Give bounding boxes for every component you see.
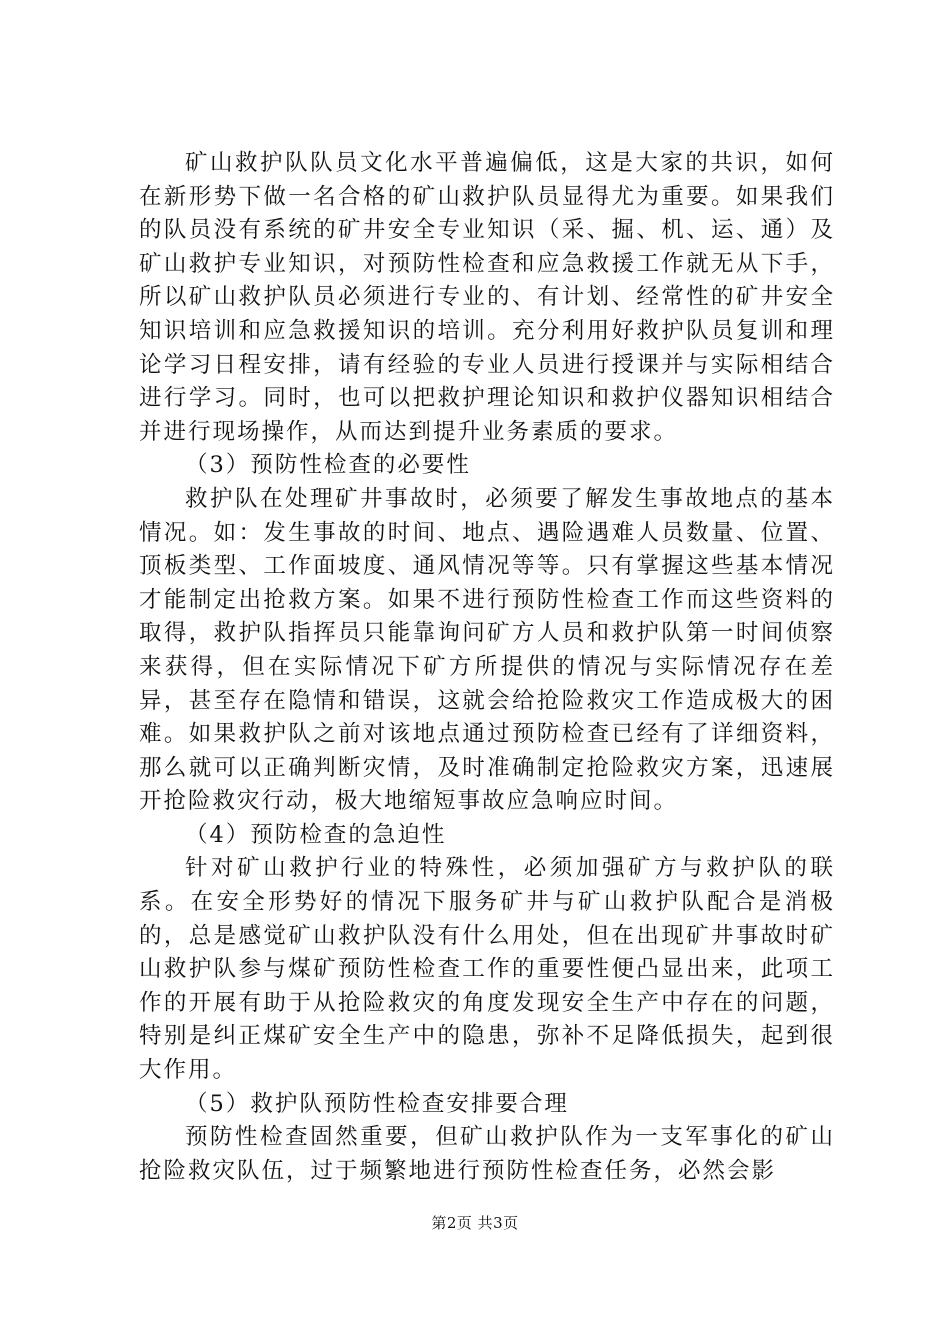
document-body	[139, 147, 835, 1188]
section-heading-necessity: （3）预防性检查的必要性	[185, 452, 471, 479]
paragraph-team-education: 矿山救护队队员文化水平普遍偏低，这是大家的共识，如何在新形势下做一名合格的矿山救护队员显得尤为重要。如果我们的队员没有系统的矿井安全专业知识（采、掘、机、运、通）及矿山救护专业知识，对预防性检查和应急救援工作就无从下手，所以矿山救护队员必须进行专业的、有计划、经常性的矿井安全知识培训和应急救援知识的培训。充分利用好救护队员复训和理论学习日程安排，请有经验的专业人员进行授课并与实际相结合进行学习。同时，也可以把救护理论知识和救护仪器知识相结合并进行现场操作，从而达到提升业务素质的要求。	[139, 150, 835, 445]
section-heading-urgency: （4）预防检查的急迫性	[185, 821, 447, 848]
section-heading-arrangement: （5）救护队预防性检查安排要合理	[185, 1090, 569, 1117]
paragraph-urgency: 针对矿山救护行业的特殊性，必须加强矿方与救护队的联系。在安全形势好的情况下服务矿井与矿山救护队配合是消极的，总是感觉矿山救护队没有什么用处，但在出现矿井事故时矿山救护队参与煤矿预防性检查工作的重要性便凸显出来，此项工作的开展有助于从抢险救灾的角度发现安全生产中存在的问题，特别是纠正煤矿安全生产中的隐患，弥补不足降低损失，起到很大作用。	[139, 855, 835, 1084]
page-number-footer: 第2页 共3页	[431, 1214, 519, 1232]
paragraph-arrangement: 预防性检查固然重要，但矿山救护队作为一支军事化的矿山抢险救灾队伍，过于频繁地进行预防性检查任务，必然会影	[139, 1124, 835, 1184]
paragraph-necessity: 救护队在处理矿井事故时，必须要了解发生事故地点的基本情况。如：发生事故的时间、地点、遇险遇难人员数量、位置、顶板类型、工作面坡度、通风情况等等。只有掌握这些基本情况才能制定出抢救方案。如果不进行预防性检查工作而这些资料的取得，救护队指挥员只能靠询问矿方人员和救护队第一时间侦察来获得，但在实际情况下矿方所提供的情况与实际情况存在差异，甚至存在隐情和错误，这就会给抢险救灾工作造成极大的困难。如果救护队之前对该地点通过预防检查已经有了详细资料，那么就可以正确判断灾情，及时准确制定抢险救灾方案，迅速展开抢险救灾行动，极大地缩短事故应急响应时间。	[139, 485, 835, 815]
